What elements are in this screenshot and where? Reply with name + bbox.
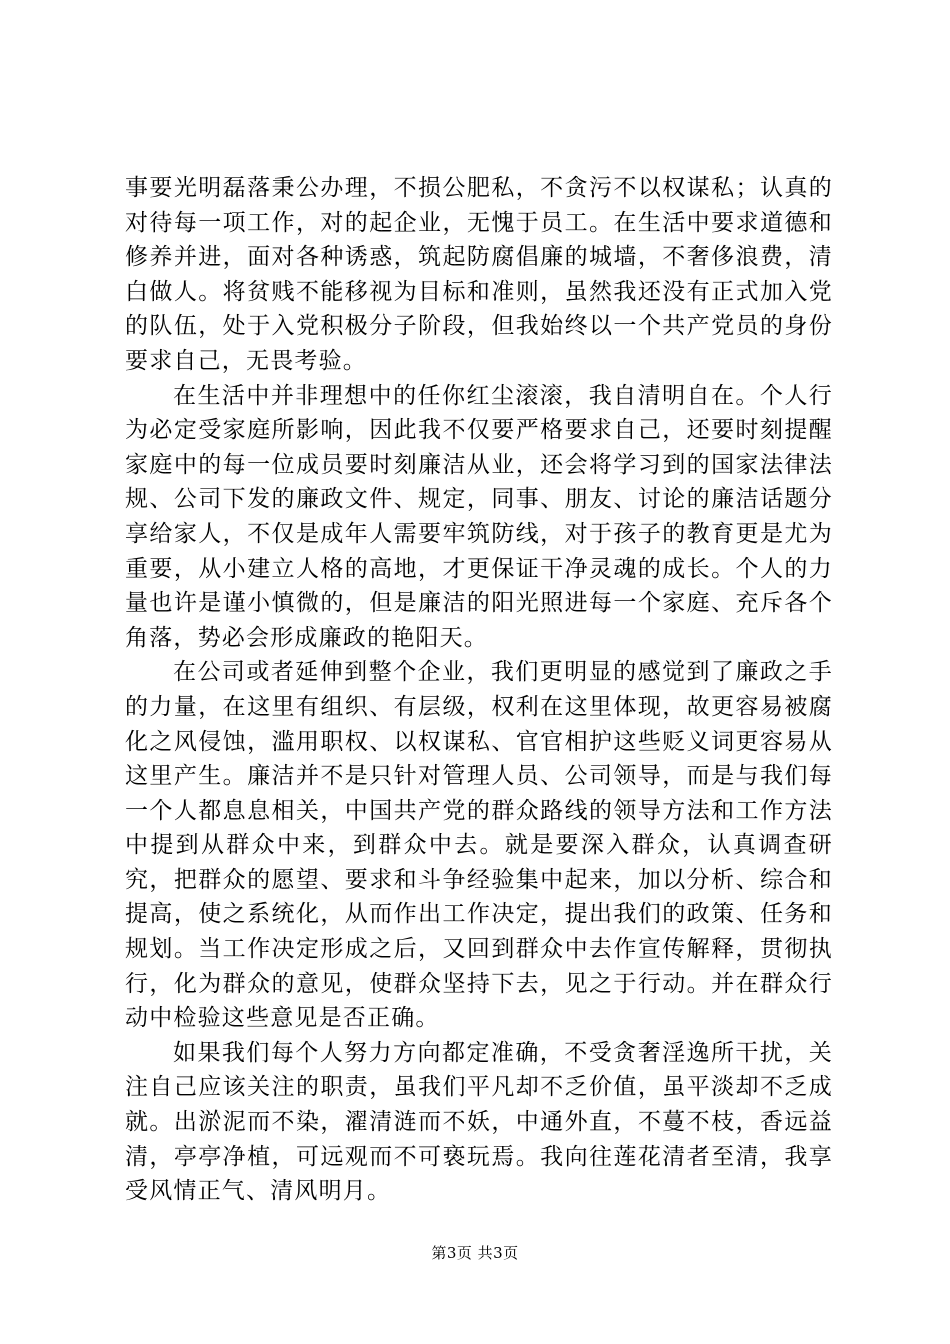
paragraph-continued: 事要光明磊落秉公办理，不损公肥私，不贪污不以权谋私；认真的对待每一项工作，对的起企业，无愧于员工。在生活中要求道德和修养并进，面对各种诱惑，筑起防腐倡廉的城墙，不奢侈浪费，清白做人。将贫贱不能移视为目标和准则，虽然我还没有正式加入党的队伍，处于入党积极分子阶段，但我始终以一个共产党员的身份要求自己，无畏考验。 — [125, 175, 833, 374]
document-body — [125, 171, 833, 1209]
paragraph-conclusion: 如果我们每个人努力方向都定准确，不受贪奢淫逸所干扰，关注自己应该关注的职责，虽我们平凡却不乏价值，虽平淡却不乏成就。出淤泥而不染，濯清涟而不妖，中通外直，不蔓不枝，香远益清，亭亭净植，可远观而不可亵玩焉。我向往莲花清者至清，我享受风情正气、清风明月。 — [125, 1039, 833, 1205]
page-number: 第3页 共3页 — [431, 1244, 519, 1262]
paragraph-company: 在公司或者延伸到整个企业，我们更明显的感觉到了廉政之手的力量，在这里有组织、有层级，权利在这里体现，故更容易被腐化之风侵蚀，滥用职权、以权谋私、官官相护这些贬义词更容易从这里产生。廉洁并不是只针对管理人员、公司领导，而是与我们每一个人都息息相关，中国共产党的群众路线的领导方法和工作方法中提到从群众中来，到群众中去。就是要深入群众，认真调查研究，把群众的愿望、要求和斗争经验集中起来，加以分析、综合和提高，使之系统化，从而作出工作决定，提出我们的政策、任务和规划。当工作决定形成之后，又回到群众中去作宣传解释，贯彻执行，化为群众的意见，使群众坚持下去，见之于行动。并在群众行动中检验这些意见是否正确。 — [125, 659, 833, 1032]
paragraph-family: 在生活中并非理想中的任你红尘滚滚，我自清明自在。个人行为必定受家庭所影响，因此我不仅要严格要求自己，还要时刻提醒家庭中的每一位成员要时刻廉洁从业，还会将学习到的国家法律法规、公司下发的廉政文件、规定，同事、朋友、讨论的廉洁话题分享给家人，不仅是成年人需要牢筑防线，对于孩子的教育更是尤为重要，从小建立人格的高地，才更保证干净灵魂的成长。个人的力量也许是谨小慎微的，但是廉洁的阳光照进每一个家庭、充斥各个角落，势必会形成廉政的艳阳天。 — [125, 382, 833, 651]
page-footer — [0, 1243, 950, 1263]
